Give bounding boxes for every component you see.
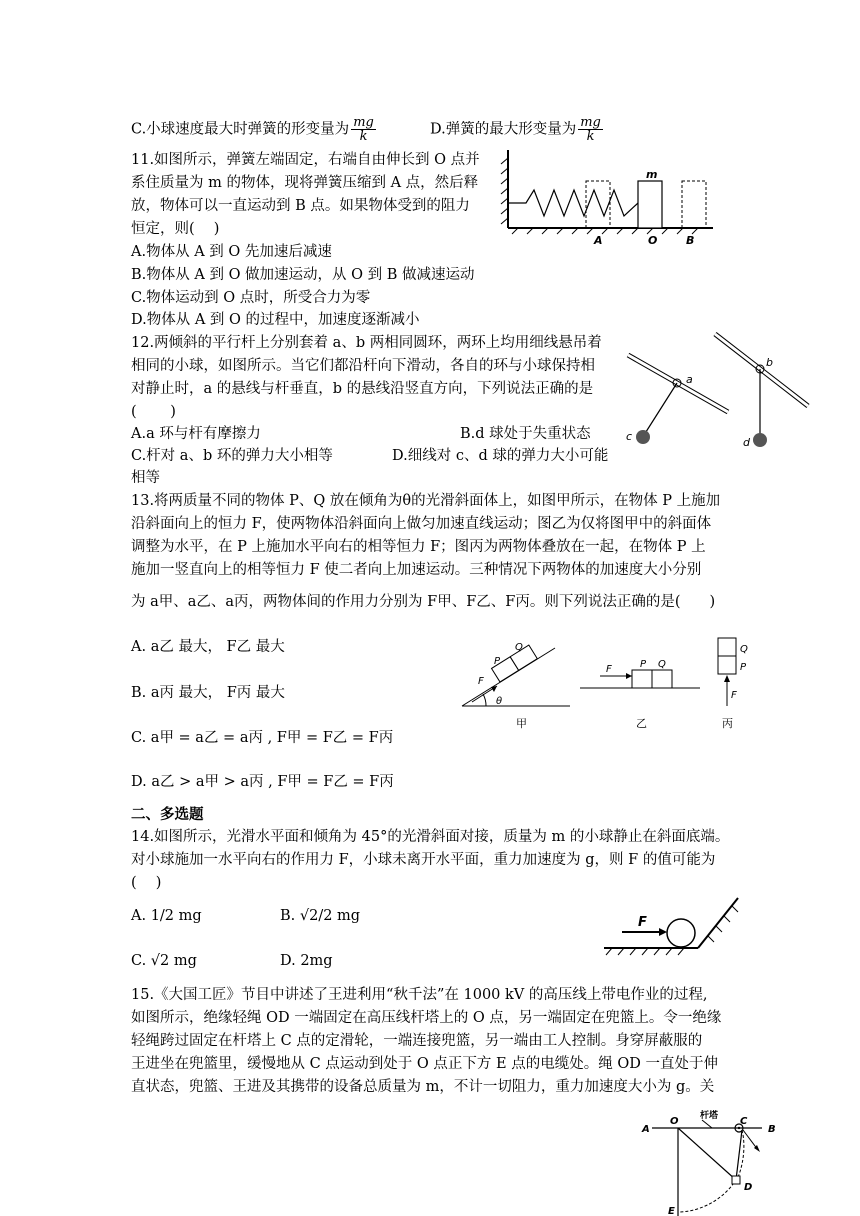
q12-option-d: D.细线对 c、d 球的弹力大小可能 bbox=[392, 448, 609, 464]
q12-rods-figure bbox=[620, 330, 820, 455]
section-title: 二、多选题 bbox=[131, 806, 204, 823]
label-d: D bbox=[744, 1182, 753, 1193]
q12-option-b: B.d 球处于失重状态 bbox=[460, 426, 591, 442]
q11-spring-figure bbox=[498, 148, 718, 248]
q12-line-1: 12.两倾斜的平行杆上分别套着 a、b 两相同圆环，两环上均用细线悬吊着 bbox=[131, 335, 602, 351]
q13-option-a: A. a乙 最大， F乙 最大 bbox=[131, 639, 285, 655]
dashed-box-b bbox=[682, 181, 706, 228]
q13-line-1: 13.将两质量不同的物体 P、Q 放在倾角为θ的光滑斜面体上，如图甲所示，在物体 P 上施加 bbox=[131, 493, 721, 509]
label-b: B bbox=[768, 1124, 776, 1135]
label-a: a bbox=[686, 373, 693, 386]
label-jia: 甲 bbox=[516, 717, 527, 730]
q14-option-d: D. 2mg bbox=[280, 953, 333, 969]
label-yi: 乙 bbox=[636, 717, 647, 730]
q13-option-d: D. a乙 > a甲 > a丙 , F甲 = F乙 = F丙 bbox=[131, 774, 394, 790]
label-q-bing: Q bbox=[740, 644, 748, 655]
q10-option-c-text: C.小球速度最大时弹簧的形变量为 bbox=[131, 121, 350, 138]
q11-line-3: 放，物体可以一直运动到 B 点。如果物体受到的阻力 bbox=[131, 198, 470, 214]
fraction-mg-over-k: $\frac{mg}{k}$ bbox=[580, 115, 601, 144]
q13-figures bbox=[460, 632, 760, 732]
label-q-jia: Q bbox=[515, 642, 523, 653]
q11-option-b: B.物体从 A 到 O 做加速运动，从 O 到 B 做减速运动 bbox=[131, 267, 475, 283]
q15-line-3: 轻绳跨过固定在杆塔上 C 点的定滑轮，一端连接兜篮，另一端由工人控制。身穿屏蔽服的 bbox=[131, 1033, 703, 1049]
label-c: c bbox=[626, 430, 633, 443]
ball-c bbox=[636, 430, 650, 444]
spring bbox=[508, 190, 638, 216]
q14-option-c: C. √2 mg bbox=[131, 953, 197, 969]
q12-option-a: A.a 环与杆有摩擦力 bbox=[131, 426, 261, 442]
label-f-yi: F bbox=[606, 664, 612, 675]
q11-line-1: 11.如图所示，弹簧左端固定，右端自由伸长到 O 点并 bbox=[131, 152, 480, 168]
q13-line-2: 沿斜面向上的恒力 F，使两物体沿斜面向上做匀加速直线运动；图乙为仅将图甲中的斜面体 bbox=[131, 516, 712, 532]
ball-d bbox=[753, 433, 767, 447]
label-o: O bbox=[670, 1116, 679, 1127]
label-f: F bbox=[638, 915, 647, 930]
q14-line-2: 对小球施加一水平向右的作用力 F，小球未离开水平面，重力加速度为 g，则 F 的值可能为 bbox=[131, 852, 716, 868]
q12-option-c: C.杆对 a、b 环的弹力大小相等 bbox=[131, 448, 333, 464]
q11-line-2: 系住质量为 m 的物体，现将弹簧压缩到 A 点，然后释 bbox=[131, 175, 479, 191]
q15-line-4: 王进坐在兜篮里，缓慢地从 C 点运动到处于 O 点正下方 E 点的电缆处。绳 OD 一直处于伸 bbox=[131, 1056, 718, 1072]
q12-line-3: 对静止时，a 的悬线与杆垂直，b 的悬线沿竖直方向，下列说法正确的是 bbox=[131, 381, 594, 397]
label-o: O bbox=[648, 234, 658, 247]
q13-line-4: 施加一竖直向上的相等恒力 F 使二者向上加速运动。三种情况下两物体的加速度大小分别 bbox=[131, 562, 702, 578]
label-e: E bbox=[668, 1206, 675, 1216]
q11-line-4: 恒定，则( ) bbox=[131, 221, 220, 237]
label-f-bing: F bbox=[731, 690, 737, 701]
q10-option-d bbox=[430, 116, 603, 143]
label-b: b bbox=[766, 356, 773, 369]
block-m bbox=[638, 181, 662, 228]
q15-line-1: 15.《大国工匠》节目中讲述了王进利用“秋千法”在 1000 kV 的高压线上带电作业的过程, bbox=[131, 987, 708, 1003]
q14-line-3: ( ) bbox=[131, 875, 162, 891]
q10-option-d-text: D.弹簧的最大形变量为 bbox=[430, 121, 577, 138]
q13-line-5: 为 a甲、a乙、a丙，两物体间的作用力分别为 F甲、F乙、F丙。则下列说法正确的是( ) bbox=[131, 594, 716, 610]
label-tower: 杆塔 bbox=[700, 1111, 719, 1121]
ball bbox=[667, 919, 695, 947]
q12-line-2: 相同的小球，如图所示。当它们都沿杆向下滑动，各自的环与小球保持相 bbox=[131, 358, 595, 374]
dashed-box-a bbox=[586, 181, 610, 228]
label-bing: 丙 bbox=[722, 717, 733, 730]
q15-line-2: 如图所示，绝缘轻绳 OD 一端固定在高压线杆塔上的 O 点，另一端固定在兜篮上。令一绝缘 bbox=[131, 1010, 722, 1026]
q11-option-d: D.物体从 A 到 O 的过程中，加速度逐渐减小 bbox=[131, 312, 420, 328]
q15-tower-figure bbox=[640, 1104, 790, 1216]
q11-option-a: A.物体从 A 到 O 先加速后减速 bbox=[131, 244, 332, 260]
q14-option-a: A. 1/2 mg bbox=[131, 908, 202, 924]
q13-line-3: 调整为水平，在 P 上施加水平向右的相等恒力 F；图丙为两物体叠放在一起，在物体 P 上 bbox=[131, 539, 706, 555]
label-b: B bbox=[686, 234, 695, 247]
q15-line-5: 直状态，兜篮、王进及其携带的设备总质量为 m，不计一切阻力，重力加速度大小为 g。关 bbox=[131, 1079, 715, 1095]
fraction-mg-over-k: $\frac{mg}{k}$ bbox=[353, 115, 374, 144]
q13-option-b: B. a丙 最大， F丙 最大 bbox=[131, 685, 285, 701]
q11-option-c: C.物体运动到 O 点时，所受合力为零 bbox=[131, 290, 371, 306]
label-a: A bbox=[642, 1124, 650, 1135]
label-p-jia: P bbox=[494, 656, 501, 667]
label-a: A bbox=[594, 234, 603, 247]
label-d: d bbox=[743, 436, 750, 449]
q14-option-b: B. √2/2 mg bbox=[280, 908, 361, 924]
label-q-yi: Q bbox=[658, 659, 666, 670]
q12-option-d-cont: 相等 bbox=[131, 470, 160, 486]
label-c: C bbox=[740, 1116, 748, 1127]
q14-line-1: 14.如图所示，光滑水平面和倾角为 45°的光滑斜面对接，质量为 m 的小球静止在斜面底端。 bbox=[131, 829, 730, 845]
q14-incline-figure bbox=[602, 892, 742, 962]
q10-option-c bbox=[131, 116, 376, 143]
q13-option-c: C. a甲 = a乙 = a丙 , F甲 = F乙 = F丙 bbox=[131, 730, 394, 746]
label-m: m bbox=[646, 168, 658, 181]
q12-line-4: ( ) bbox=[131, 404, 176, 420]
label-f-jia: F bbox=[478, 676, 484, 687]
label-theta: θ bbox=[496, 696, 503, 707]
label-p-yi: P bbox=[640, 659, 647, 670]
label-p-bing: P bbox=[740, 662, 747, 673]
